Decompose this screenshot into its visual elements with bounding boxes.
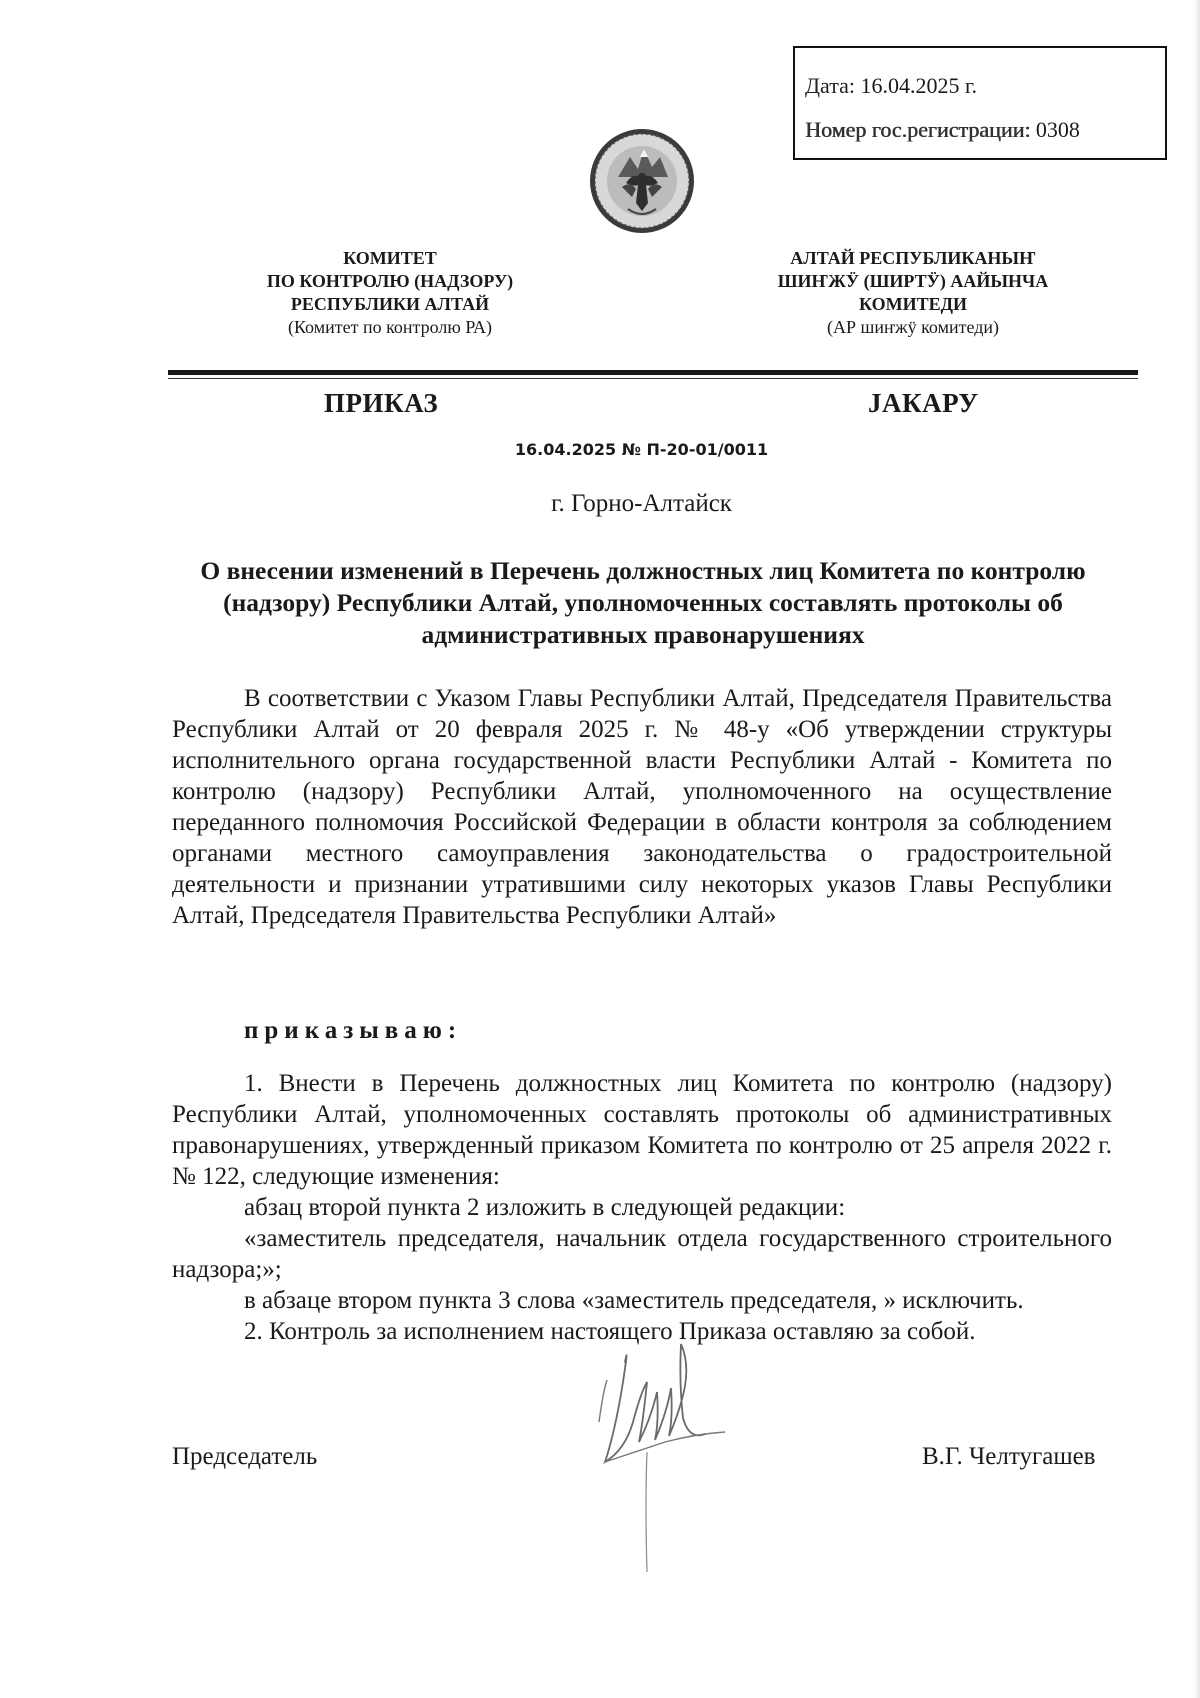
order-item-1-sub-2: «заместитель председателя, начальник отдела государственного строительного надзора;»; [172,1225,1112,1283]
order-item-1: 1. Внести в Перечень должностных лиц Комитета по контролю (надзору) Республики Алтай, уполномоченных составлять протоколы об административных правонарушениях, утвержденный приказом Комитета по контролю от 25 апреля 2022 г. № 122, следующие изменения: [172,1070,1112,1190]
preamble-paragraph: В соответствии с Указом Главы Республики Алтай, Председателя Правительства Республики Алтай от 20 февраля 2025 г. № 48-у «Об утверждении структуры исполнительного органа государственной власти Республики Алтай - Комитета по контролю (надзору) Республики Алтай, уполномоченного на осуществление переданного полномочия Российской Федерации в области контроля за соблюдением органами местного самоуправления законодательства о градостроительной деятельности и признании утратившими силу некоторых указов Главы Республики Алтай, Председателя Правительства Республики Алтай» [172,685,1112,929]
org-alt-line-3: КОМИТЕДИ [859,294,967,314]
registration-number-label: Номер гос.регистрации: [805,117,1031,142]
signatory-name: В.Г. Челтугашев [922,1443,1096,1470]
doc-type-russian: ПРИКАЗ [324,388,439,418]
order-items [172,1068,1112,1347]
organization-name-altai [733,247,1093,339]
signatory-position: Председатель [172,1443,318,1470]
order-item-2: 2. Контроль за исполнением настоящего Приказа оставляю за собой. [244,1318,976,1345]
handwritten-signature [585,1322,735,1580]
organization-name-russian [220,247,560,339]
scan-edge [1194,0,1200,1698]
order-item-1-sub-1: абзац второй пункта 2 изложить в следующей редакции: [244,1194,846,1221]
coat-of-arms-emblem [588,127,696,235]
document-title: О внесении изменений в Перечень должностных лиц Комитета по контролю (надзору) Республики Алтай, уполномоченных составлять протоколы об административных правонарушениях [200,556,1086,649]
org-alt-short-name: (АР шиҥжӱ комитеди) [826,317,1000,337]
city: г. Горно-Алтайск [551,490,732,517]
order-directive-word: приказываю: [244,1017,463,1044]
registration-number-value: 0308 [1035,117,1080,142]
registration-date-value: 16.04.2025 г. [860,73,978,98]
org-ru-line-3: РЕСПУБЛИКИ АЛТАЙ [290,294,490,314]
org-ru-line-1: КОМИТЕТ [343,248,437,268]
order-item-1-sub-3: в абзаце втором пункта 3 слова «заместитель председателя, » исключить. [244,1287,1024,1314]
registration-date-row [805,64,1165,108]
doc-type-altai: ЈАКАРУ [868,388,979,418]
header-divider-thin [168,378,1138,379]
org-alt-line-2: ШИҤЖӰ (ШИРТӰ) ААЙЫНЧА [777,271,1049,291]
org-ru-line-2: ПО КОНТРОЛЮ (НАДЗОРУ) [266,271,514,291]
registration-number-row [805,108,1165,152]
header-divider-thick [168,370,1138,375]
org-alt-line-1: АЛТАЙ РЕСПУБЛИКАНЫҤ [790,248,1036,268]
registration-box [793,46,1167,160]
registration-date-label: Дата: [805,73,855,98]
order-number: 16.04.2025 № П-20-01/0011 [514,440,769,459]
org-ru-short-name: (Комитет по контролю РА) [287,317,493,337]
